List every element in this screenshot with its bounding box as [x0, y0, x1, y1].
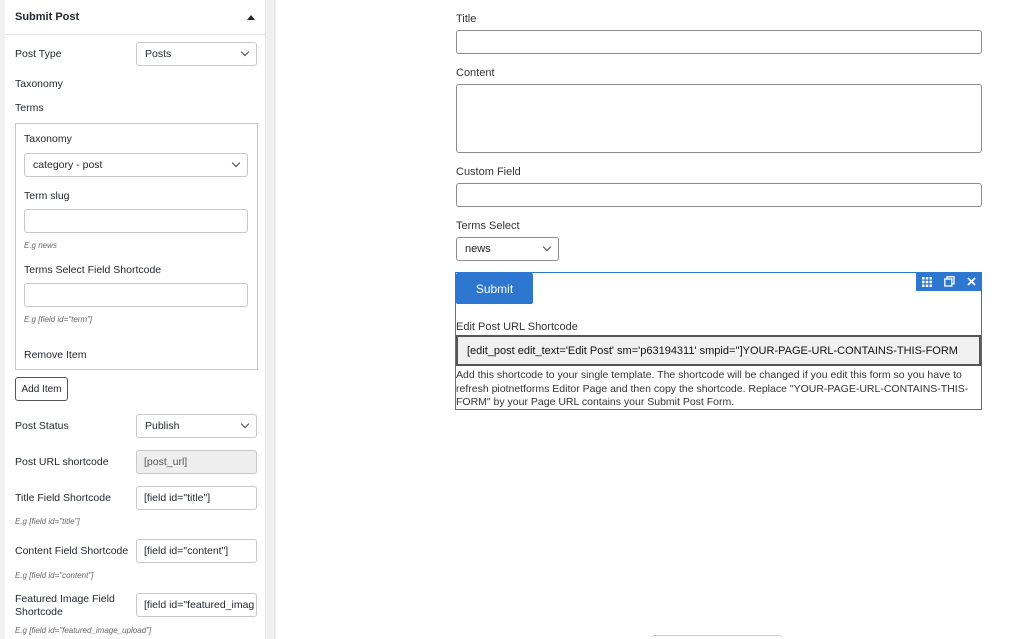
- selected-widget-submit[interactable]: [455, 272, 982, 410]
- taxonomy-label: Taxonomy: [15, 78, 63, 90]
- post-url-shortcode-input[interactable]: [post_url]: [136, 450, 257, 474]
- grid-icon[interactable]: [916, 272, 938, 291]
- submit-button[interactable]: Submit: [456, 273, 533, 304]
- repeater-taxonomy-value: category - post: [33, 159, 103, 171]
- title-input[interactable]: [456, 30, 982, 54]
- featured-image-label-line1: Featured Image Field: [15, 593, 115, 605]
- content-field-shortcode-input[interactable]: [field id="content"]: [136, 539, 257, 563]
- terms-select-shortcode-label: Terms Select Field Shortcode: [24, 264, 162, 276]
- term-slug-label: Term slug: [24, 190, 70, 202]
- post-type-value: Posts: [145, 48, 172, 60]
- term-slug-hint: E.g news: [24, 241, 57, 250]
- repeater-taxonomy-select[interactable]: [24, 153, 248, 177]
- shortcode-description: Add this shortcode to your single template. The shortcode will be changed if you edit this form so you have to refresh piotnetforms Editor Page and then copy the shortcode. Replace "YOUR-PAGE-URL-CONTAINS-THIS-FORM" by your Page URL contains your Submit Post Form.: [456, 369, 969, 408]
- term-slug-input[interactable]: [24, 209, 248, 233]
- content-field-shortcode-label: Content Field Shortcode: [15, 545, 129, 557]
- post-type-select[interactable]: [136, 42, 257, 66]
- panel-resize-divider[interactable]: [266, 0, 275, 639]
- custom-field-input[interactable]: [456, 183, 982, 207]
- widget-toolbar: [916, 272, 982, 291]
- title-field-label: Title: [456, 13, 477, 25]
- close-icon[interactable]: [960, 272, 982, 291]
- settings-sidebar: [0, 0, 266, 639]
- edit-post-shortcode-input[interactable]: [edit_post edit_text='Edit Post' sm='p63194311' smpid='']YOUR-PAGE-URL-CONTAINS-THIS-FORM: [456, 335, 981, 366]
- title-field-shortcode-input[interactable]: [field id="title"]: [136, 486, 257, 510]
- edit-post-url-shortcode-label: Edit Post URL Shortcode: [456, 321, 578, 333]
- post-status-select[interactable]: [136, 414, 257, 438]
- post-url-shortcode-label: Post URL shortcode: [15, 456, 109, 468]
- terms-select-label: Terms Select: [456, 220, 520, 232]
- form-preview-canvas: [276, 0, 1024, 639]
- terms-select-dropdown[interactable]: [456, 237, 559, 261]
- remove-item-link[interactable]: Remove Item: [24, 349, 87, 361]
- custom-field-label: Custom Field: [456, 166, 521, 178]
- terms-label: Terms: [15, 102, 44, 114]
- chevron-down-icon: [241, 420, 249, 428]
- featured-image-shortcode-input[interactable]: [field id="featured_imag: [136, 593, 257, 617]
- content-field-label: Content: [456, 67, 495, 79]
- panel-header[interactable]: [5, 0, 265, 35]
- featured-image-label-line2: Shortcode: [15, 606, 63, 618]
- post-status-value: Publish: [145, 420, 180, 432]
- chevron-down-icon: [241, 48, 249, 56]
- chevron-down-icon: [543, 243, 551, 251]
- repeater-taxonomy-label: Taxonomy: [24, 133, 72, 145]
- post-status-label: Post Status: [15, 420, 69, 432]
- title-field-shortcode-label: Title Field Shortcode: [15, 492, 111, 504]
- terms-select-shortcode-hint: E.g [field id="term"]: [24, 315, 93, 324]
- add-item-button[interactable]: Add Item: [15, 377, 68, 401]
- content-textarea[interactable]: [456, 84, 982, 153]
- panel-title: Submit Post: [15, 11, 80, 23]
- terms-select-shortcode-input[interactable]: [24, 283, 248, 307]
- content-field-hint: E.g [field id="content"]: [15, 571, 94, 580]
- terms-repeater-item: [15, 123, 258, 370]
- featured-image-hint: E.g [field id="featured_image_upload"]: [15, 626, 152, 635]
- title-field-hint: E.g [field id="title"]: [15, 517, 80, 526]
- terms-select-value: news: [465, 243, 491, 255]
- collapse-caret-icon[interactable]: [247, 15, 255, 20]
- submit-post-panel: [5, 0, 266, 639]
- post-type-label: Post Type: [15, 48, 62, 60]
- bottom-handle: [651, 635, 783, 639]
- chevron-down-icon: [232, 159, 240, 167]
- duplicate-icon[interactable]: [938, 272, 960, 291]
